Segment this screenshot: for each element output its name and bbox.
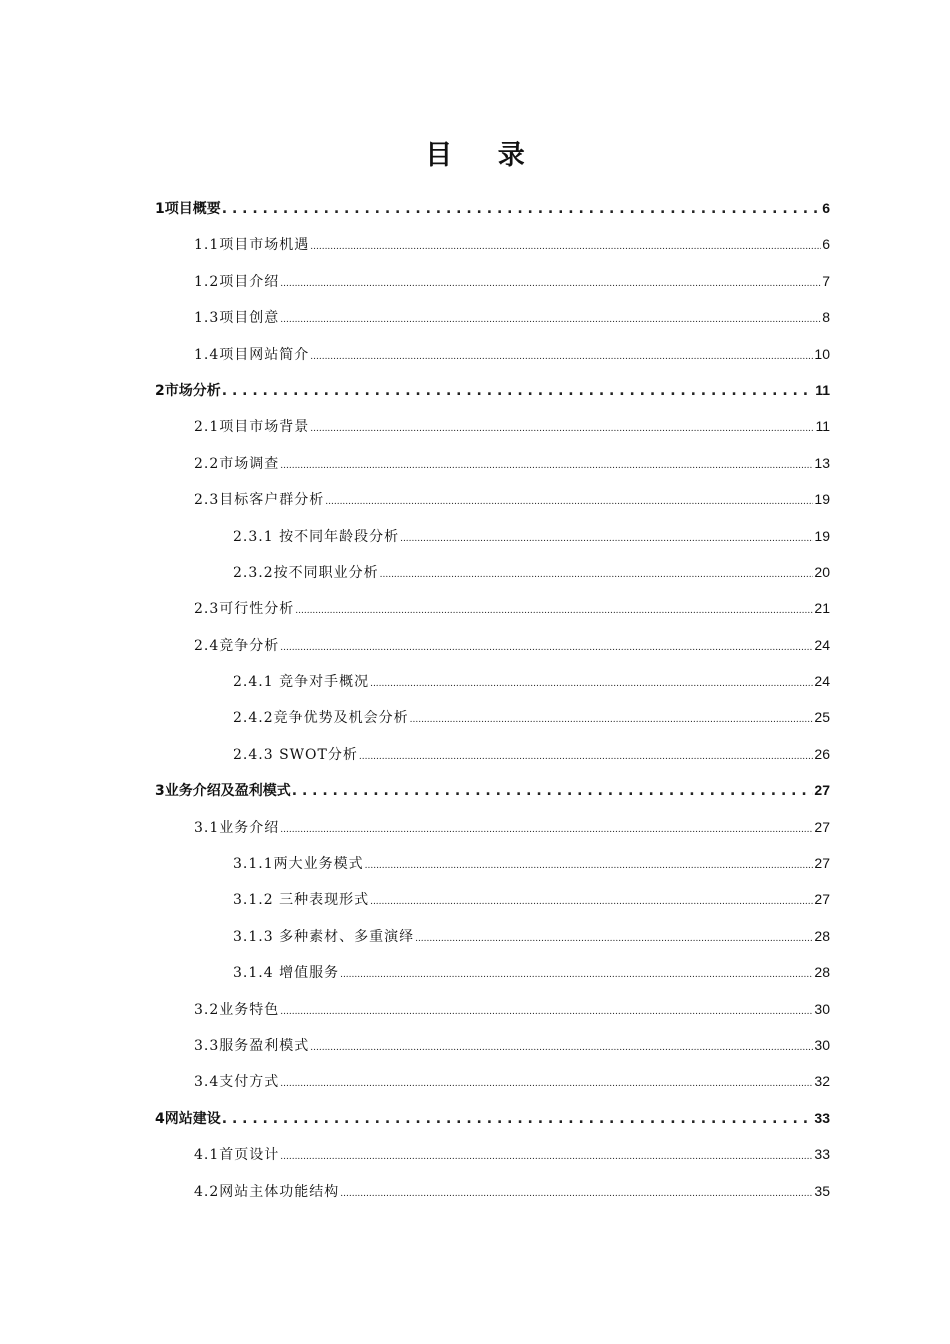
- toc-entry[interactable]: [0, 1027, 950, 1063]
- toc-entry-page-number: 19: [814, 491, 830, 508]
- toc-dot-leader: [280, 300, 821, 338]
- toc-entry-label: 2.2市场调查: [194, 455, 280, 472]
- toc-entry-page-number: 7: [822, 272, 830, 289]
- toc-entry[interactable]: [0, 481, 950, 517]
- toc-entry-label: 1.1项目市场机遇: [194, 237, 310, 254]
- toc-entry[interactable]: [0, 736, 950, 772]
- toc-entry[interactable]: [0, 408, 950, 444]
- toc-entry-page-number: 33: [814, 1109, 830, 1126]
- toc-entry-page-number: 21: [814, 600, 830, 617]
- toc-dot-leader: [295, 591, 813, 629]
- toc-entry[interactable]: [0, 190, 950, 226]
- toc-entry-page-number: 27: [814, 818, 830, 835]
- toc-entry-label: 1.3项目创意: [194, 310, 280, 327]
- toc-entry-page-number: 26: [814, 745, 830, 762]
- toc-entry-page-number: 30: [814, 1036, 830, 1053]
- toc-entry-page-number: 28: [814, 927, 830, 944]
- toc-entry-page-number: 27: [814, 855, 830, 872]
- toc-entry-page-number: 8: [822, 309, 830, 326]
- toc-entry-page-number: 24: [814, 673, 830, 690]
- toc-entry-label: 2.1项目市场背景: [194, 419, 310, 436]
- toc-dot-leader: [340, 1174, 813, 1212]
- toc-entry-label: 4网站建设: [155, 1110, 221, 1127]
- toc-dot-leader: [325, 482, 813, 520]
- toc-entry-label: 2.3可行性分析: [194, 601, 295, 618]
- toc-entry-label: 2.3目标客户群分析: [194, 492, 325, 509]
- toc-entry[interactable]: [0, 590, 950, 626]
- toc-entry-label: 3业务介绍及盈利模式: [155, 783, 291, 800]
- toc-entry-page-number: 6: [822, 236, 830, 253]
- toc-dot-leader: [280, 992, 813, 1030]
- toc-entry[interactable]: [0, 1063, 950, 1099]
- toc-entry-label: 4.2网站主体功能结构: [194, 1183, 340, 1200]
- toc-dot-leader: [280, 628, 813, 666]
- toc-entry[interactable]: [0, 772, 950, 808]
- toc-entry[interactable]: [0, 954, 950, 990]
- toc-entry-page-number: 30: [814, 1000, 830, 1017]
- toc-dot-leader: [359, 737, 814, 775]
- toc-entry-page-number: 35: [814, 1182, 830, 1199]
- toc-entry[interactable]: [0, 299, 950, 335]
- toc-entry-label: 3.1.3 多种素材、多重演绎: [233, 928, 415, 945]
- toc-entry-page-number: 19: [814, 527, 830, 544]
- toc-entry[interactable]: [0, 918, 950, 954]
- toc-entry[interactable]: [0, 445, 950, 481]
- toc-entry[interactable]: [0, 518, 950, 554]
- toc-dot-leader: [292, 773, 814, 809]
- toc-entry[interactable]: [0, 263, 950, 299]
- toc-entry-label: 2.4竞争分析: [194, 637, 280, 654]
- toc-dot-leader: [400, 519, 813, 557]
- toc-entry[interactable]: [0, 627, 950, 663]
- toc-entry[interactable]: [0, 991, 950, 1027]
- toc-dot-leader: [370, 664, 813, 702]
- toc-entry[interactable]: [0, 663, 950, 699]
- toc-entry-page-number: 28: [814, 964, 830, 981]
- toc-entry-label: 1项目概要: [155, 201, 221, 217]
- toc-entry[interactable]: [0, 881, 950, 917]
- toc-entry[interactable]: [0, 1136, 950, 1172]
- toc-entry-label: 3.1.1两大业务模式: [233, 856, 364, 873]
- toc-entry-label: 1.2项目介绍: [194, 273, 280, 290]
- toc-dot-leader: [365, 846, 814, 884]
- toc-entry-label: 2市场分析: [155, 382, 221, 399]
- toc-entry-page-number: 11: [815, 418, 830, 435]
- toc-title: 目 录: [425, 140, 543, 171]
- toc-dot-leader: [380, 555, 814, 593]
- toc-dot-leader: [222, 1101, 814, 1137]
- toc-dot-leader: [410, 700, 814, 738]
- toc-entry[interactable]: [0, 226, 950, 262]
- toc-entry-label: 1.4项目网站简介: [194, 346, 310, 363]
- toc-dot-leader: [340, 955, 813, 993]
- toc-entry-page-number: 32: [814, 1073, 830, 1090]
- toc-entry-page-number: 33: [814, 1146, 830, 1163]
- toc-entry-label: 3.1.2 三种表现形式: [233, 892, 370, 909]
- toc-entry-page-number: 6: [822, 200, 830, 216]
- toc-entry-label: 2.4.3 SWOT分析: [233, 746, 358, 763]
- toc-entry[interactable]: [0, 1100, 950, 1136]
- toc-dot-leader: [310, 337, 813, 375]
- toc-dot-leader: [370, 882, 813, 920]
- toc-entry[interactable]: [0, 372, 950, 408]
- toc-dot-leader: [280, 1064, 813, 1102]
- toc-dot-leader: [310, 409, 814, 447]
- toc-entry-page-number: 20: [814, 563, 830, 580]
- toc-dot-leader: [280, 446, 813, 484]
- toc-list: [0, 190, 950, 1209]
- toc-entry-label: 3.3服务盈利模式: [194, 1037, 310, 1054]
- toc-dot-leader: [280, 1137, 813, 1175]
- toc-entry-label: 2.4.2竞争优势及机会分析: [233, 710, 409, 727]
- toc-dot-leader: [222, 373, 814, 409]
- toc-entry-label: 3.4支付方式: [194, 1074, 280, 1091]
- toc-entry[interactable]: [0, 845, 950, 881]
- toc-entry-label: 3.1.4 增值服务: [233, 965, 340, 982]
- toc-entry[interactable]: [0, 1173, 950, 1209]
- toc-entry[interactable]: [0, 699, 950, 735]
- toc-entry-page-number: 10: [814, 345, 830, 362]
- toc-dot-leader: [280, 264, 821, 302]
- toc-dot-leader: [415, 919, 813, 957]
- toc-dot-leader: [280, 810, 813, 848]
- toc-entry[interactable]: [0, 809, 950, 845]
- toc-entry-label: 3.2业务特色: [194, 1001, 280, 1018]
- toc-entry-page-number: 11: [815, 381, 830, 398]
- toc-entry-page-number: 27: [814, 782, 830, 799]
- toc-dot-leader: [310, 1028, 813, 1066]
- toc-entry-label: 3.1业务介绍: [194, 819, 280, 836]
- toc-dot-leader: [222, 191, 821, 227]
- toc-entry[interactable]: [0, 336, 950, 372]
- toc-entry-label: 2.3.2按不同职业分析: [233, 564, 379, 581]
- toc-entry-label: 2.4.1 竞争对手概况: [233, 674, 370, 691]
- toc-entry-page-number: 27: [814, 891, 830, 908]
- toc-entry-label: 2.3.1 按不同年龄段分析: [233, 528, 400, 545]
- toc-entry-page-number: 13: [814, 454, 830, 471]
- toc-entry[interactable]: [0, 554, 950, 590]
- toc-entry-page-number: 24: [814, 636, 830, 653]
- toc-entry-page-number: 25: [814, 709, 830, 726]
- toc-entry-label: 4.1首页设计: [194, 1147, 280, 1164]
- toc-dot-leader: [310, 227, 821, 265]
